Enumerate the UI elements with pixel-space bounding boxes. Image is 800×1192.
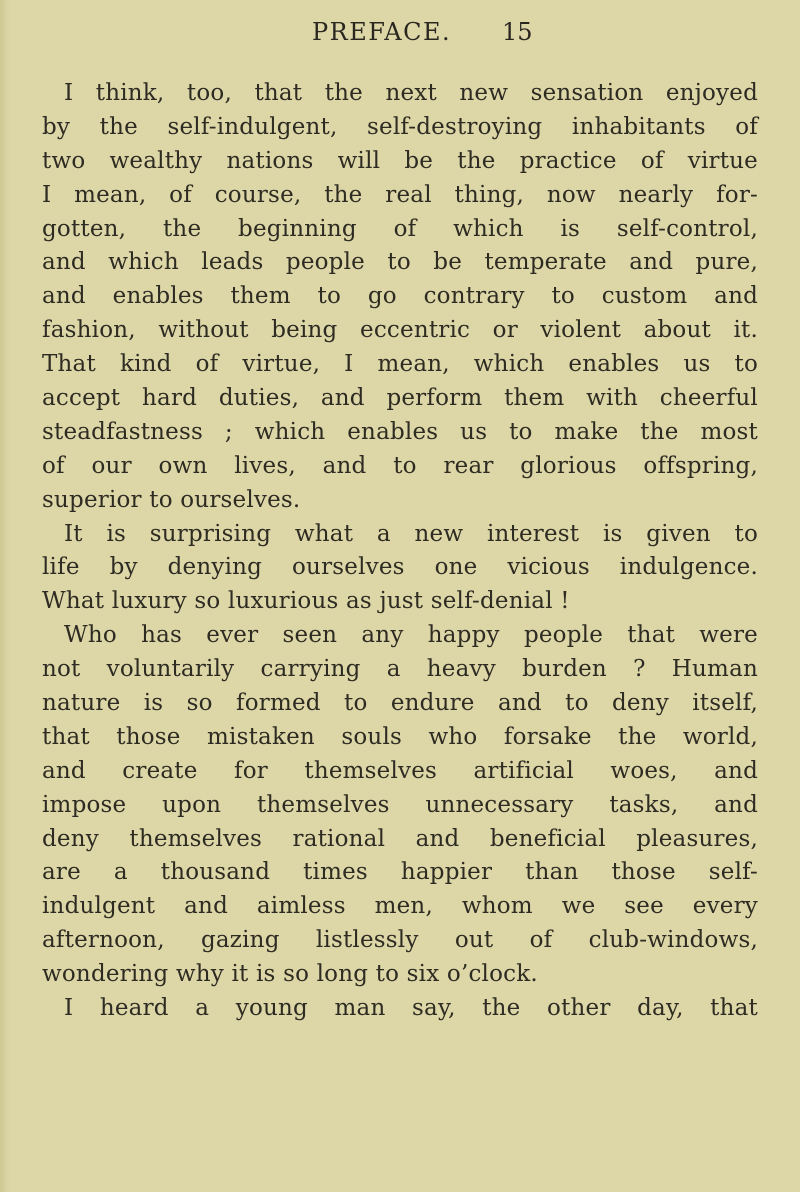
- text-line: nature is so formed to endure and to deny itself,: [42, 690, 758, 717]
- text-line: of our own lives, and to rear glorious offspring,: [42, 452, 758, 479]
- text-line: gotten, the beginning of which is self-control,: [42, 215, 758, 242]
- text-line: I heard a young man say, the other day, that: [64, 995, 758, 1022]
- text-line: What luxury so luxurious as just self-denial !: [42, 588, 570, 615]
- text-line: I think, too, that the next new sensation enjoyed: [64, 80, 758, 106]
- text-line: Who has ever seen any happy people that were: [64, 622, 758, 649]
- text-line: and create for themselves artificial woes, and: [42, 757, 758, 784]
- page-number: 15: [502, 18, 533, 46]
- body-text: [42, 77, 758, 1026]
- text-line: two wealthy nations will be the practice of virtue: [42, 147, 758, 174]
- text-line: not voluntarily carrying a heavy burden ? Human: [42, 656, 758, 683]
- text-line: That kind of virtue, I mean, which enables us to: [42, 351, 758, 378]
- running-head: PREFACE.: [312, 18, 452, 46]
- text-line: impose upon themselves unnecessary tasks, and: [42, 791, 758, 818]
- text-line: life by denying ourselves one vicious indulgence.: [42, 554, 758, 581]
- text-line: by the self-indulgent, self-destroying inhabitants of: [42, 113, 758, 140]
- text-line: indulgent and aimless men, whom we see every: [42, 893, 758, 920]
- text-line: fashion, without being eccentric or violent about it.: [42, 317, 758, 344]
- text-line: superior to ourselves.: [42, 486, 301, 513]
- text-line: deny themselves rational and beneficial pleasures,: [42, 825, 758, 852]
- text-line: I mean, of course, the real thing, now nearly for-: [42, 181, 758, 208]
- text-line: and which leads people to be temperate and pure,: [42, 249, 758, 276]
- text-line: and enables them to go contrary to custom and: [42, 283, 758, 310]
- text-line: afternoon, gazing listlessly out of club-windows,: [42, 927, 758, 954]
- text-line: accept hard duties, and perform them with cheerful: [42, 385, 758, 412]
- text-line: that those mistaken souls who forsake the world,: [42, 723, 758, 750]
- text-line: steadfastness ; which enables us to make the most: [42, 418, 758, 445]
- text-line: are a thousand times happier than those self-: [42, 859, 758, 886]
- text-line: wondering why it is so long to six o’clock.: [42, 961, 538, 988]
- text-line: It is surprising what a new interest is given to: [64, 520, 758, 547]
